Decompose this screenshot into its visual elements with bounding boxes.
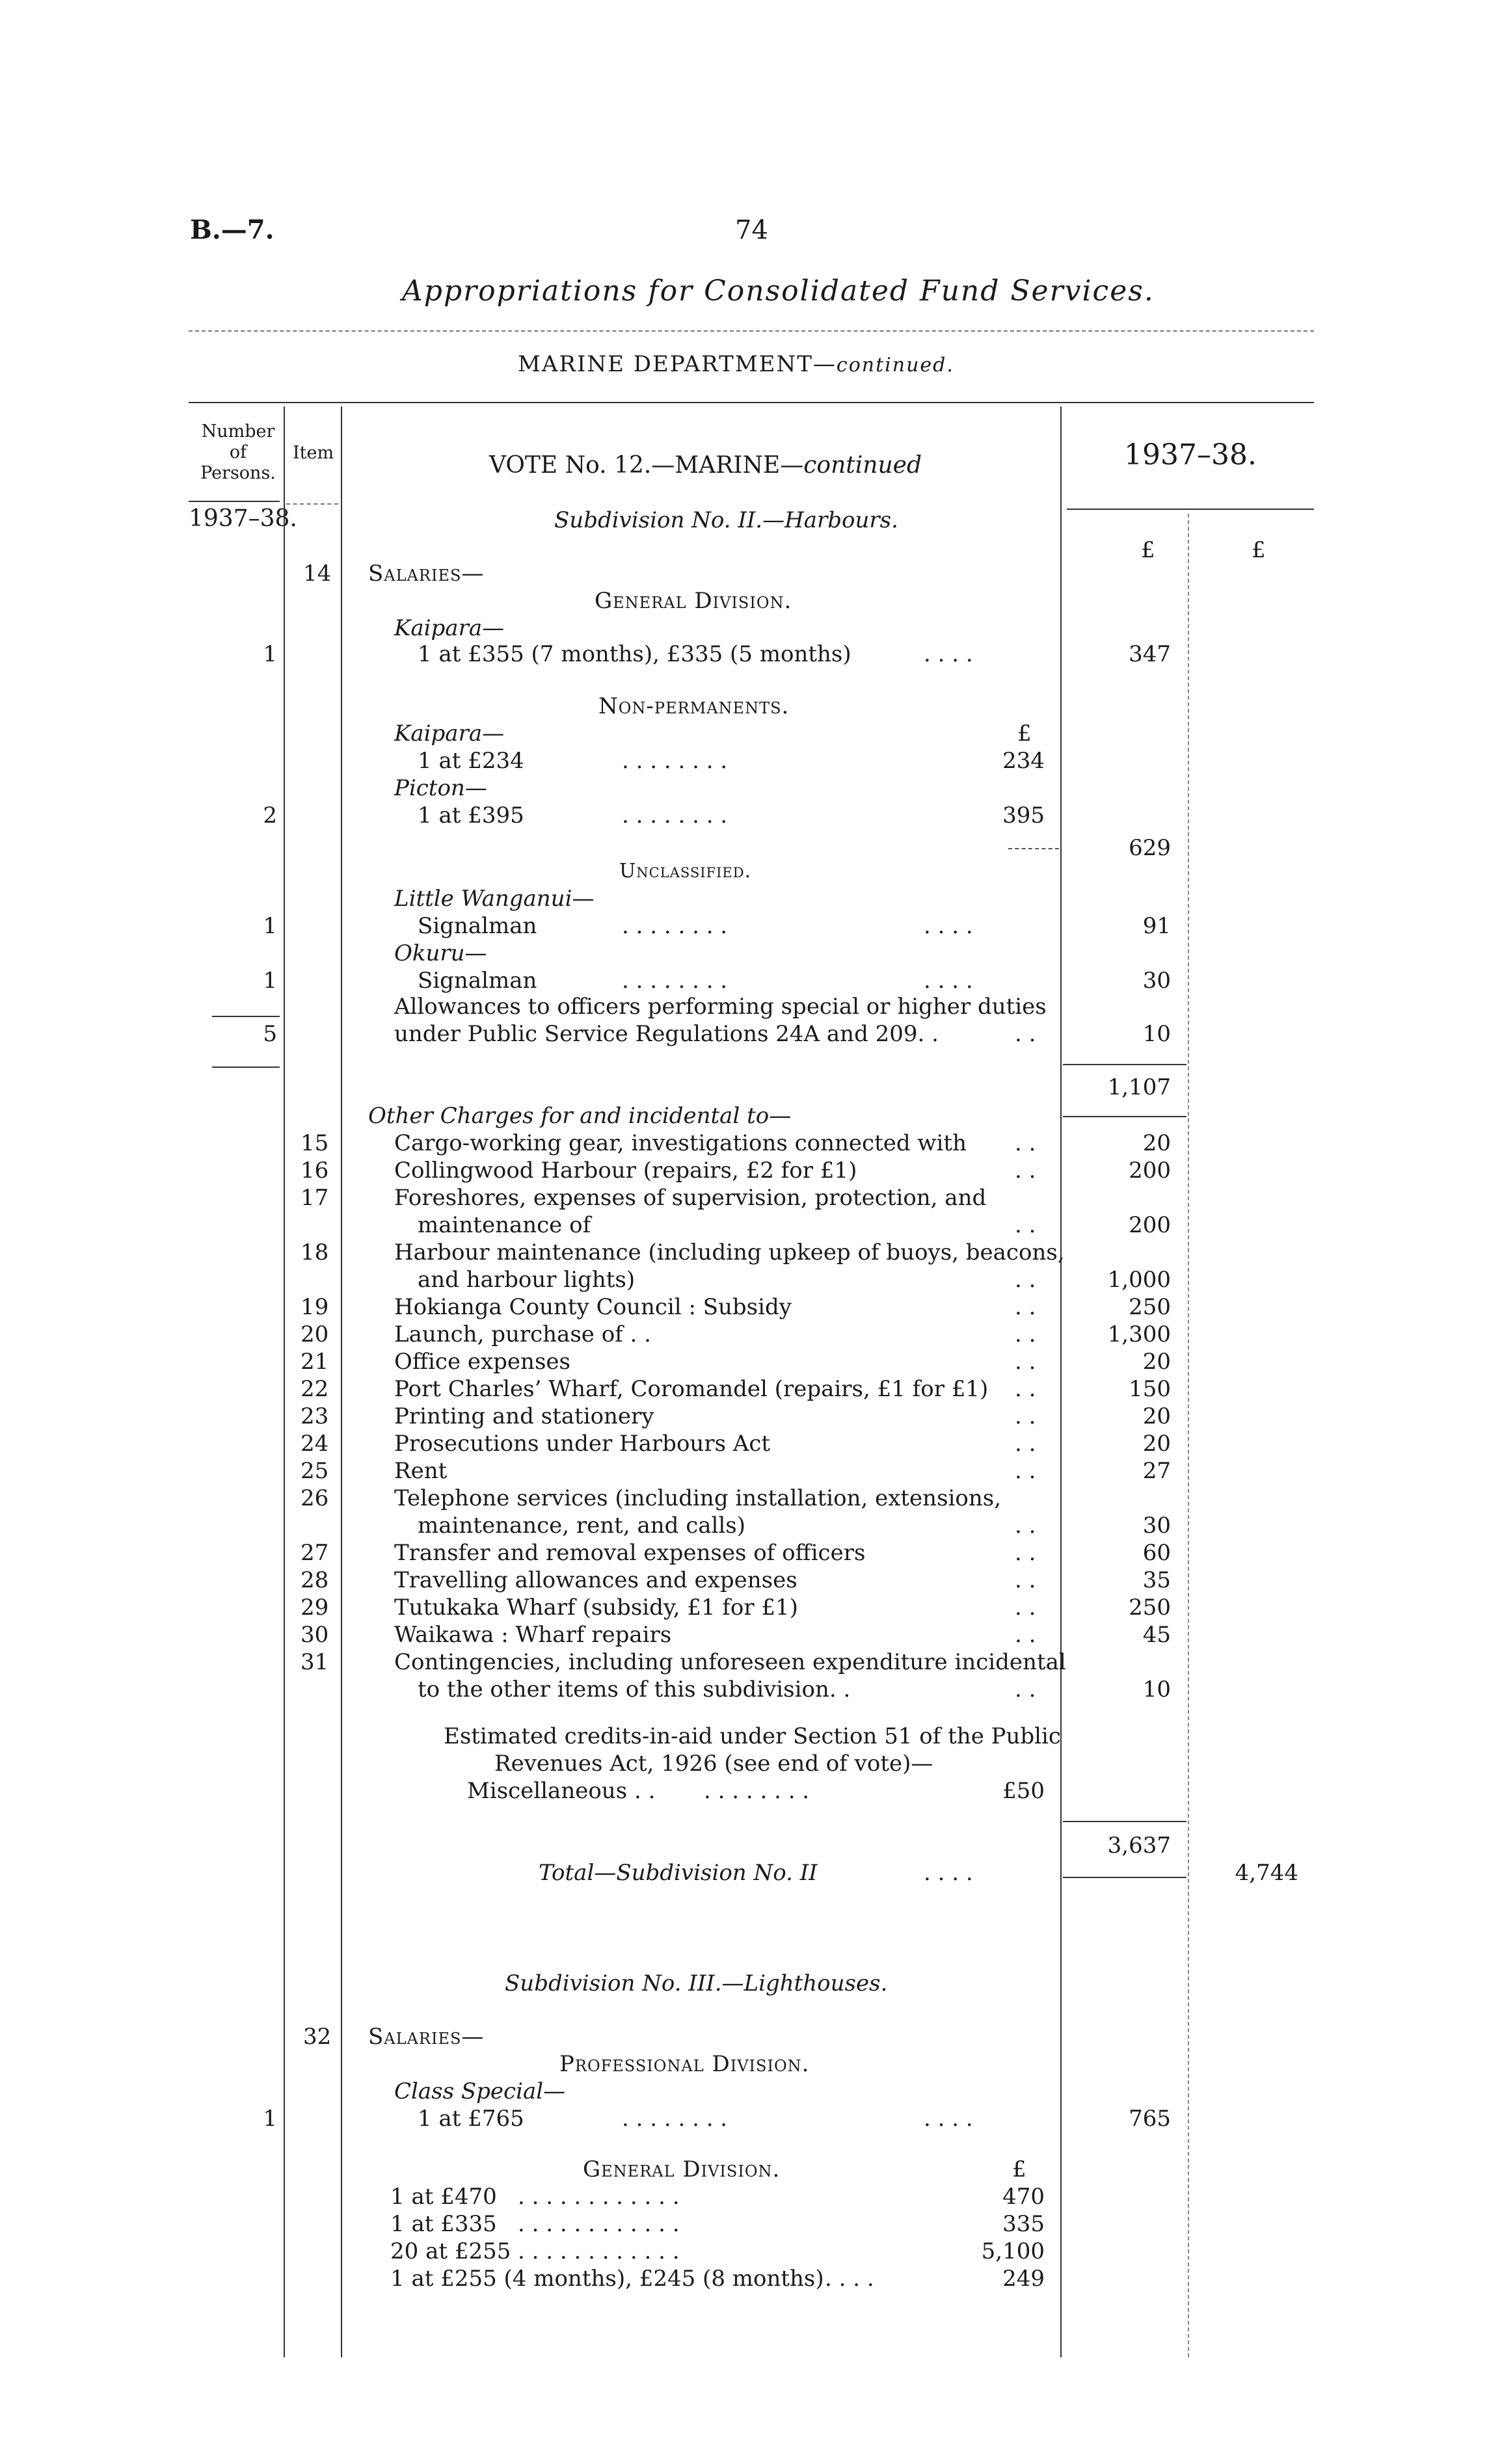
persons-item-rule — [284, 406, 285, 2357]
leader-dots: . . . . — [825, 2266, 874, 2292]
charge-description: Printing and stationery — [394, 1403, 654, 1429]
leader-dots: . . . . . . . . . . . . — [518, 2238, 680, 2264]
allowances-line: under Public Service Regulations 24A and 209. . — [394, 1021, 939, 1047]
leader-dots: . . . . . . . . . . . . — [518, 2211, 680, 2237]
leader-dots: . . . . — [924, 968, 973, 994]
item-number: 23 — [301, 1403, 329, 1429]
currency-col-1: £ — [1141, 537, 1155, 563]
item-number: 27 — [301, 1540, 329, 1566]
station-label: Picton— — [394, 775, 487, 801]
amount: 10 — [1142, 1021, 1171, 1047]
header-rule — [189, 402, 1314, 403]
page-title: Appropriations for Consolidated Fund Services. — [402, 274, 1155, 308]
inner-amount: 249 — [1002, 2266, 1045, 2292]
leader-dots: . . . . . . . . — [622, 802, 728, 828]
item-number: 15 — [301, 1130, 329, 1156]
item-number: 25 — [301, 1458, 329, 1484]
station-label: Little Wanganui— — [394, 886, 595, 912]
pound-sign: £ — [1012, 2156, 1026, 2182]
professional-division-heading: Professional Division. — [559, 2051, 810, 2077]
salaries-total-rule — [1063, 1064, 1186, 1065]
department-heading: MARINE DEPARTMENT—continued. — [518, 351, 954, 377]
leader-dots: . . . . . . . . — [704, 1778, 810, 1804]
amount: 30 — [1142, 1513, 1171, 1539]
salary-line: 20 at £255 — [390, 2238, 511, 2264]
amount: 200 — [1129, 1212, 1171, 1238]
class-label: Class Special— — [394, 2078, 566, 2104]
charge-description: Port Charles’ Wharf, Coromandel (repairs, £1 for £1) — [394, 1376, 989, 1402]
amount: 30 — [1142, 968, 1171, 994]
amount: 10 — [1142, 1676, 1171, 1702]
salaries-heading: Salaries— — [368, 561, 485, 587]
leader-dots: . . — [1015, 1513, 1036, 1539]
leader-dots: . . . . . . . . — [622, 2106, 728, 2132]
leader-dots: . . . . . . . . — [622, 748, 728, 774]
charge-description: Collingwood Harbour (repairs, £2 for £1) — [394, 1158, 857, 1184]
persons-count: 1 — [263, 2106, 277, 2132]
year-header-rule — [1067, 509, 1314, 510]
persons-count: 1 — [263, 968, 277, 994]
item-text-rule — [341, 406, 342, 2357]
amount: 347 — [1129, 641, 1171, 667]
leader-dots: . . . . — [924, 641, 973, 667]
charge-description: Cargo-working gear, investigations connected with — [394, 1130, 967, 1156]
inner-amount: 5,100 — [981, 2238, 1045, 2264]
leader-dots: . . . . — [924, 1860, 973, 1886]
amount-total-rule — [1188, 514, 1189, 2357]
leader-dots: . . — [1015, 1130, 1036, 1156]
charge-description: Waikawa : Wharf repairs — [394, 1622, 672, 1648]
text-amount-rule — [1060, 406, 1062, 2357]
credits-amount: £50 — [1002, 1778, 1045, 1804]
currency-col-2: £ — [1252, 537, 1266, 563]
leader-dots: . . — [1015, 1431, 1036, 1457]
pound-sign: £ — [1017, 721, 1032, 747]
leader-dots: . . — [1015, 1021, 1036, 1047]
persons-column-header: Number of Persons. — [200, 421, 276, 483]
leader-dots: . . — [1015, 1267, 1036, 1293]
item-number: 16 — [301, 1158, 329, 1184]
item-number: 14 — [303, 561, 332, 587]
amount: 150 — [1129, 1376, 1171, 1402]
leader-dots: . . — [1015, 1676, 1036, 1702]
leader-dots: . . — [1015, 1403, 1036, 1429]
amount: 629 — [1129, 835, 1171, 861]
general-division-heading: General Division. — [583, 2156, 781, 2182]
leader-dots: . . — [1015, 1321, 1036, 1347]
leader-dots: . . . . . . . . . . . . — [518, 2184, 680, 2210]
year-column-header: 1937–38. — [1124, 438, 1257, 471]
salary-line: 1 at £765 — [418, 2106, 524, 2132]
amount: 1,000 — [1107, 1267, 1171, 1293]
persons-header-rule — [189, 501, 280, 502]
other-total-rule — [1063, 1821, 1186, 1822]
subdivision-3-title: Subdivision No. III.—Lighthouses. — [505, 1970, 888, 1996]
charge-description: Telephone services (including installation, extensions, — [394, 1485, 1002, 1511]
inner-amount: 470 — [1002, 2184, 1045, 2210]
credits-line: Miscellaneous . . — [467, 1778, 656, 1804]
leader-dots: . . . . — [924, 2106, 973, 2132]
leader-dots: . . — [1015, 1567, 1036, 1593]
document-reference: B.—7. — [190, 215, 275, 245]
item-number: 20 — [301, 1321, 329, 1347]
amount: 250 — [1129, 1294, 1171, 1320]
amount: 20 — [1142, 1403, 1171, 1429]
salary-line: Signalman — [418, 913, 537, 939]
persons-year: 1937–38. — [189, 505, 297, 532]
salaries-total-underline — [1063, 1116, 1186, 1117]
item-number: 32 — [303, 2024, 332, 2050]
subdivision-total-amount: 4,744 — [1235, 1860, 1298, 1886]
leader-dots: . . . . — [924, 913, 973, 939]
persons-count: 1 — [263, 641, 277, 667]
charge-description: Harbour maintenance (including upkeep of buoys, beacons, — [394, 1239, 1065, 1265]
non-permanents-heading: Non-permanents. — [598, 693, 790, 719]
item-column-header: Item — [293, 443, 334, 463]
item-header-rule — [286, 503, 338, 505]
amount: 20 — [1142, 1349, 1171, 1375]
amount: 1,107 — [1107, 1074, 1171, 1100]
leader-dots: . . — [1015, 1376, 1036, 1402]
item-number: 17 — [301, 1185, 329, 1211]
charge-description: Hokianga County Council : Subsidy — [394, 1294, 792, 1320]
amount: 27 — [1142, 1458, 1171, 1484]
subdivision-total-label: Total—Subdivision No. II — [539, 1860, 818, 1886]
charge-description: Office expenses — [394, 1349, 570, 1375]
amount: 200 — [1129, 1158, 1171, 1184]
persons-total: 5 — [263, 1021, 277, 1047]
charge-description: Travelling allowances and expenses — [394, 1567, 797, 1593]
amount: 765 — [1129, 2106, 1171, 2132]
subdivision-2-title: Subdivision No. II.—Harbours. — [554, 507, 898, 533]
amount: 45 — [1142, 1622, 1171, 1648]
station-label: Okuru— — [394, 940, 487, 966]
charge-description: Prosecutions under Harbours Act — [394, 1431, 771, 1457]
leader-dots: . . — [1015, 1595, 1036, 1621]
leader-dots: . . . . . . . . — [622, 968, 728, 994]
station-label: Kaipara— — [394, 615, 505, 641]
leader-dots: . . — [1015, 1622, 1036, 1648]
leader-dots: . . — [1015, 1158, 1036, 1184]
allowances-line: Allowances to officers performing special or higher duties — [394, 994, 1047, 1020]
subtotal-rule — [1008, 848, 1059, 849]
charge-description: Tutukaka Wharf (subsidy, £1 for £1) — [394, 1595, 798, 1621]
other-total-underline — [1063, 1877, 1186, 1878]
persons-count: 2 — [263, 802, 277, 828]
title-rule — [189, 330, 1314, 332]
amount: 3,637 — [1107, 1833, 1171, 1859]
item-number: 18 — [301, 1239, 329, 1265]
item-number: 22 — [301, 1376, 329, 1402]
charge-description: maintenance of — [418, 1212, 591, 1238]
amount: 91 — [1142, 913, 1171, 939]
salary-line: 1 at £470 — [390, 2184, 497, 2210]
salary-line: 1 at £234 — [418, 748, 524, 774]
amount: 20 — [1142, 1130, 1171, 1156]
item-number: 28 — [301, 1567, 329, 1593]
item-number: 29 — [301, 1595, 329, 1621]
charge-description: and harbour lights) — [418, 1267, 636, 1293]
charge-description: Launch, purchase of . . — [394, 1321, 651, 1347]
leader-dots: . . — [1015, 1212, 1036, 1238]
general-division-heading: General Division. — [595, 588, 792, 614]
credits-line: Estimated credits-in-aid under Section 51 of the Public — [444, 1723, 1061, 1749]
persons-total-rule — [212, 1016, 280, 1017]
charge-description: Transfer and removal expenses of officers — [394, 1540, 866, 1566]
salaries-heading: Salaries— — [368, 2024, 485, 2050]
charge-description: Contingencies, including unforeseen expenditure incidental — [394, 1649, 1066, 1675]
salary-line: 1 at £355 (7 months), £335 (5 months) — [418, 641, 851, 667]
leader-dots: . . . . . . . . — [622, 913, 728, 939]
inner-amount: 234 — [1002, 748, 1045, 774]
credits-line: Revenues Act, 1926 (see end of vote)— — [494, 1751, 933, 1777]
amount: 60 — [1142, 1540, 1171, 1566]
page-number: 74 — [735, 215, 768, 245]
other-charges-heading: Other Charges for and incidental to— — [368, 1103, 792, 1129]
salary-line: Signalman — [418, 968, 537, 994]
item-number: 19 — [301, 1294, 329, 1320]
charge-description: to the other items of this subdivision. . — [418, 1676, 851, 1702]
unclassified-heading: Unclassified. — [619, 860, 752, 882]
amount: 250 — [1129, 1595, 1171, 1621]
item-number: 26 — [301, 1485, 329, 1511]
item-number: 24 — [301, 1431, 329, 1457]
station-label: Kaipara— — [394, 721, 505, 747]
charge-description: maintenance, rent, and calls) — [418, 1513, 745, 1539]
amount: 35 — [1142, 1567, 1171, 1593]
salary-line: 1 at £255 (4 months), £245 (8 months) — [390, 2266, 824, 2292]
persons-count: 1 — [263, 913, 277, 939]
salary-line: 1 at £395 — [418, 802, 524, 828]
vote-title: VOTE No. 12.—MARINE—continued — [489, 452, 922, 479]
item-number: 30 — [301, 1622, 329, 1648]
inner-amount: 395 — [1002, 802, 1045, 828]
amount: 1,300 — [1107, 1321, 1171, 1347]
leader-dots: . . — [1015, 1349, 1036, 1375]
item-number: 31 — [301, 1649, 329, 1675]
amount: 20 — [1142, 1431, 1171, 1457]
charge-description: Foreshores, expenses of supervision, protection, and — [394, 1185, 987, 1211]
charge-description: Rent — [394, 1458, 448, 1484]
leader-dots: . . — [1015, 1458, 1036, 1484]
persons-total-underline — [212, 1066, 280, 1068]
item-number: 21 — [301, 1349, 329, 1375]
leader-dots: . . — [1015, 1540, 1036, 1566]
leader-dots: . . — [1015, 1294, 1036, 1320]
salary-line: 1 at £335 — [390, 2211, 497, 2237]
inner-amount: 335 — [1002, 2211, 1045, 2237]
